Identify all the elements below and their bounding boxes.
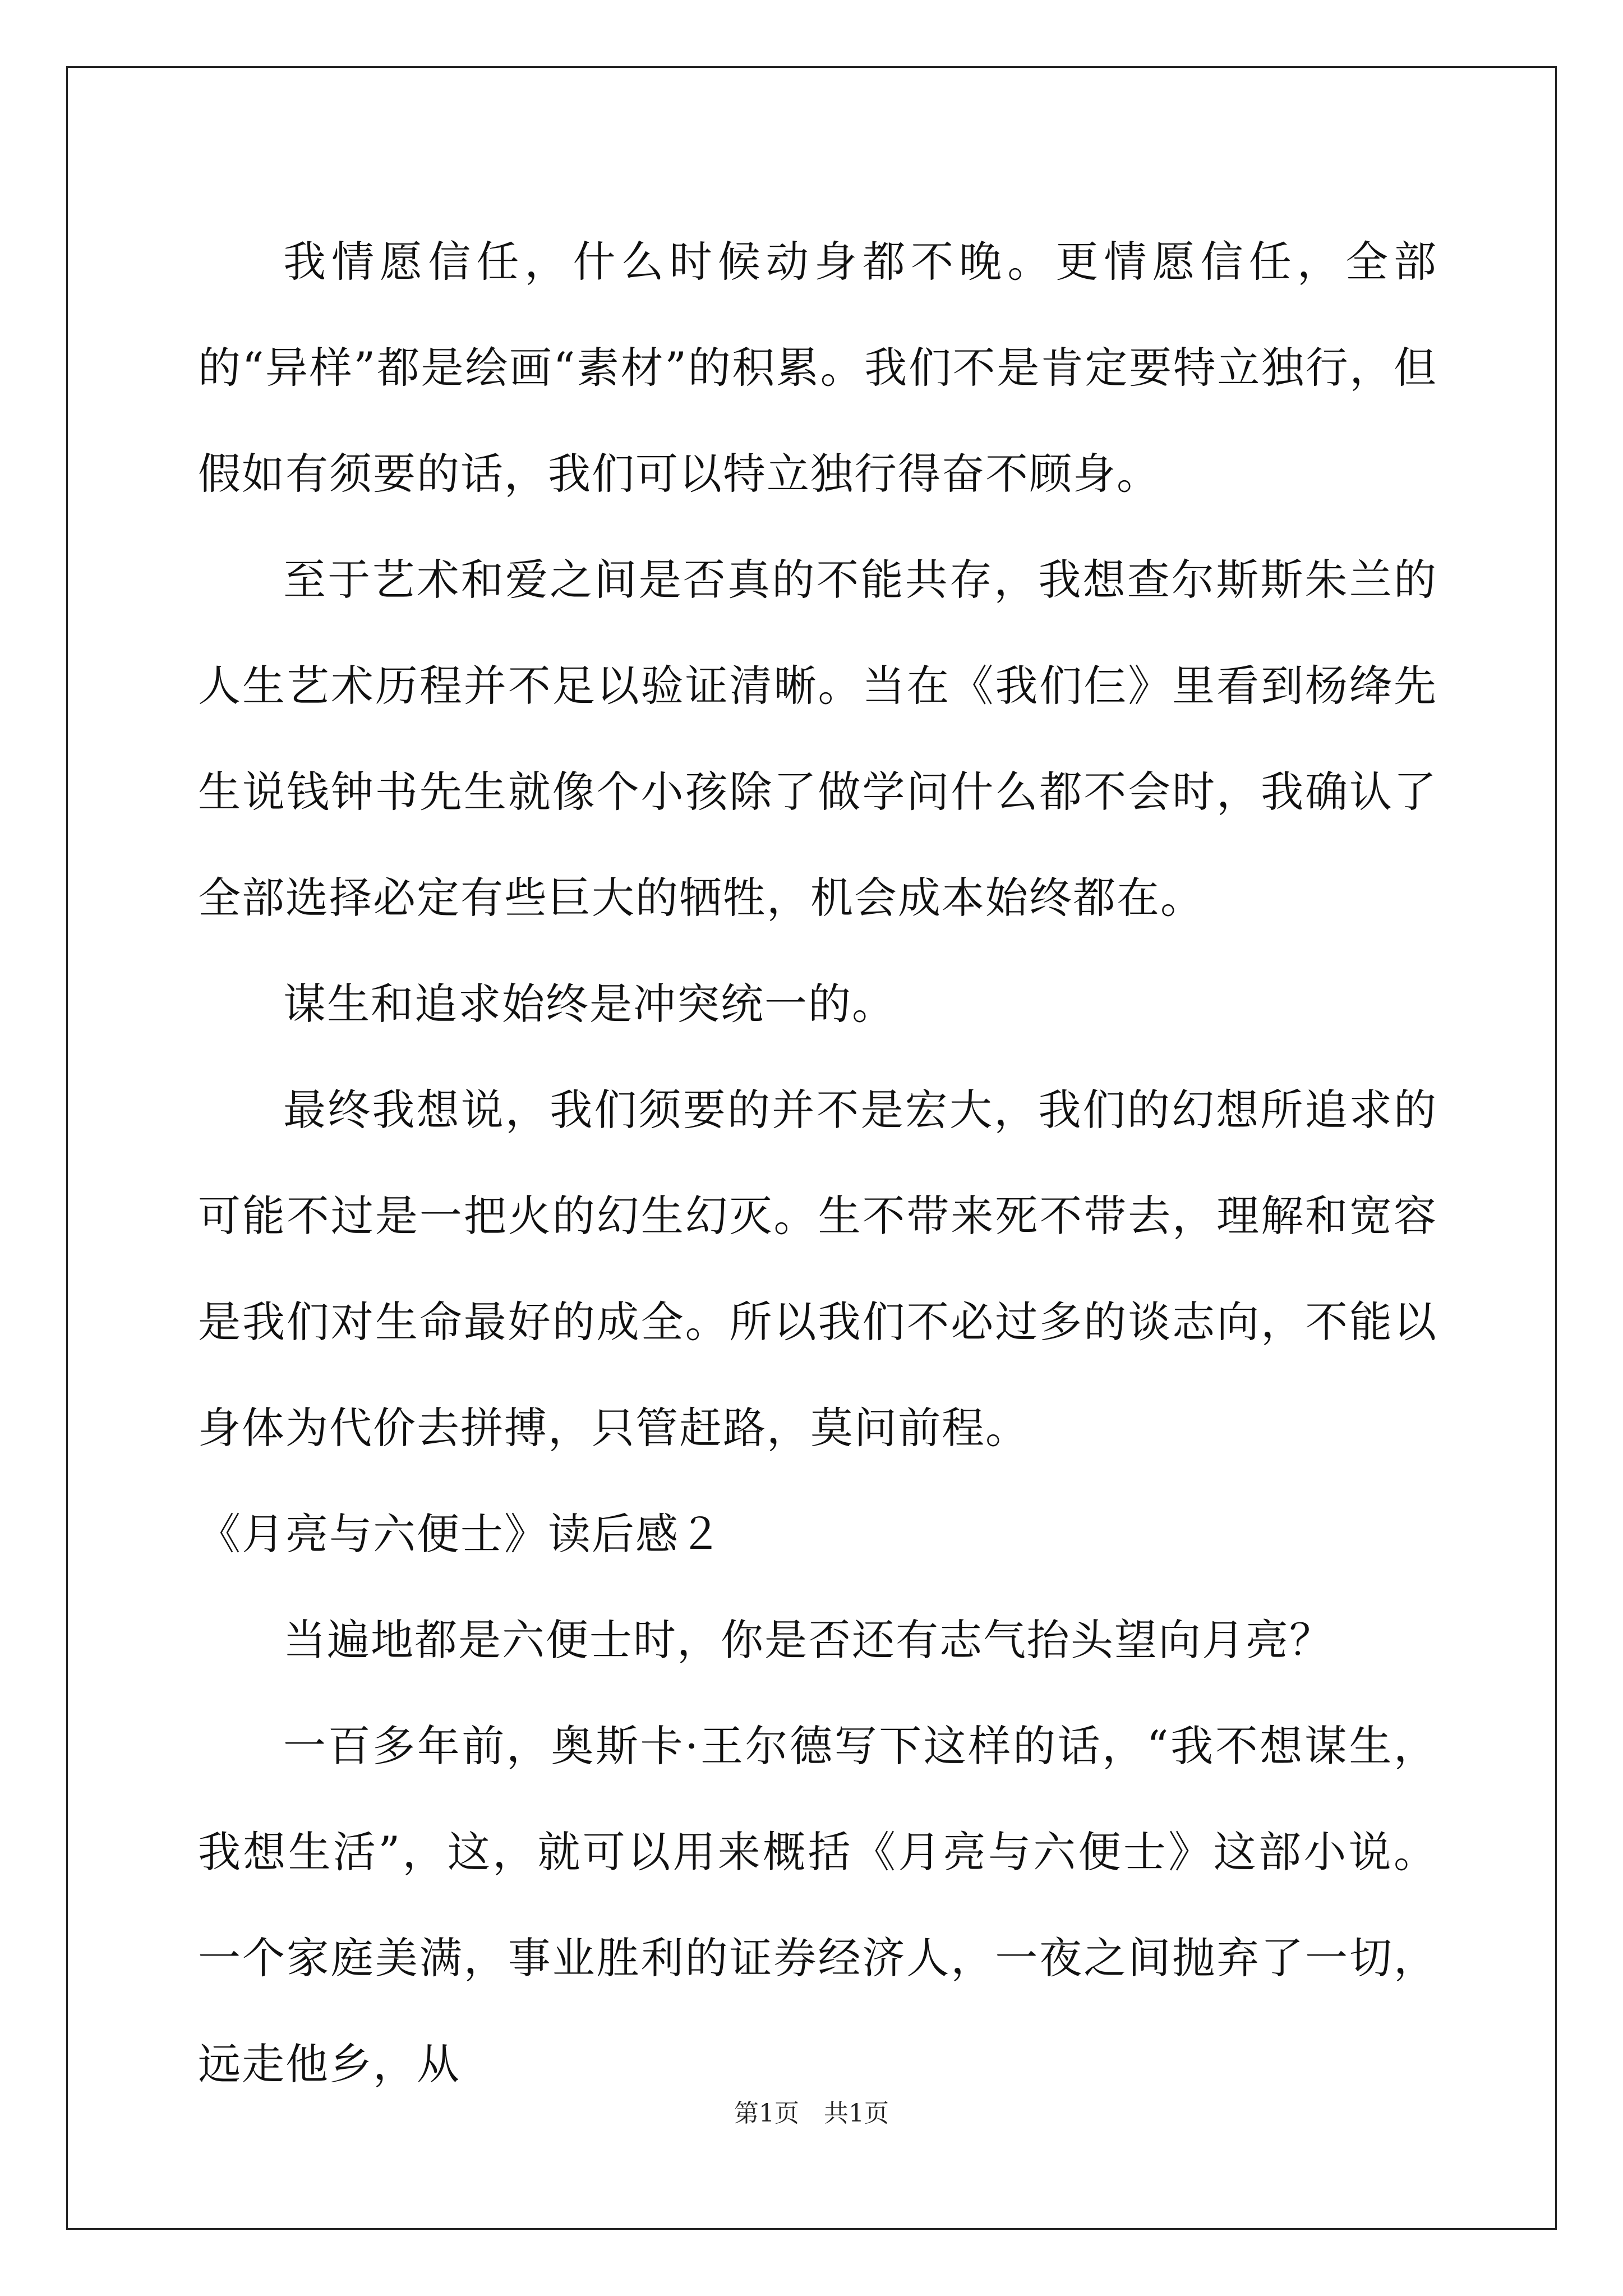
page-footer: 第1页 共1页	[734, 2099, 889, 2128]
body-paragraph: 至于艺术和爱之间是否真的不能共存，我想查尔斯斯朱兰的人生艺术历程并不足以验证清晰。当在《我们仨》里看到杨绛先生说钱钟书先生就像个小孩除了做学问什么都不会时，我确认了全部选择必定有些巨大的牺牲，机会成本始终都在。	[198, 555, 1437, 923]
body-paragraph: 谋生和追求始终是冲突统一的。	[283, 979, 896, 1029]
body-paragraph: 我情愿信任，什么时候动身都不晚。更情愿信任，全部的“异样”都是绘画“素材”的积累。我们不是肯定要特立独行，但假如有须要的话，我们可以特立独行得奋不顾身。	[198, 237, 1437, 499]
body-paragraph: 一百多年前，奥斯卡·王尔德写下这样的话，“我不想谋生，我想生活”，这，就可以用来概括《月亮与六便士》这部小说。一个家庭美满，事业胜利的证券经济人，一夜之间抛弃了一切，远走他乡，从	[198, 1721, 1437, 2089]
section-heading: 《月亮与六便士》读后感２	[198, 1509, 723, 1559]
body-paragraph: 最终我想说，我们须要的并不是宏大，我们的幻想所追求的可能不过是一把火的幻生幻灭。生不带来死不带去，理解和宽容是我们对生命最好的成全。所以我们不必过多的谈志向，不能以身体为代价去拼搏，只管赶路，莫问前程。	[198, 1085, 1437, 1453]
body-paragraph: 当遍地都是六便士时，你是否还有志气抬头望向月亮？	[283, 1615, 1333, 1665]
document-body	[198, 209, 1437, 2117]
